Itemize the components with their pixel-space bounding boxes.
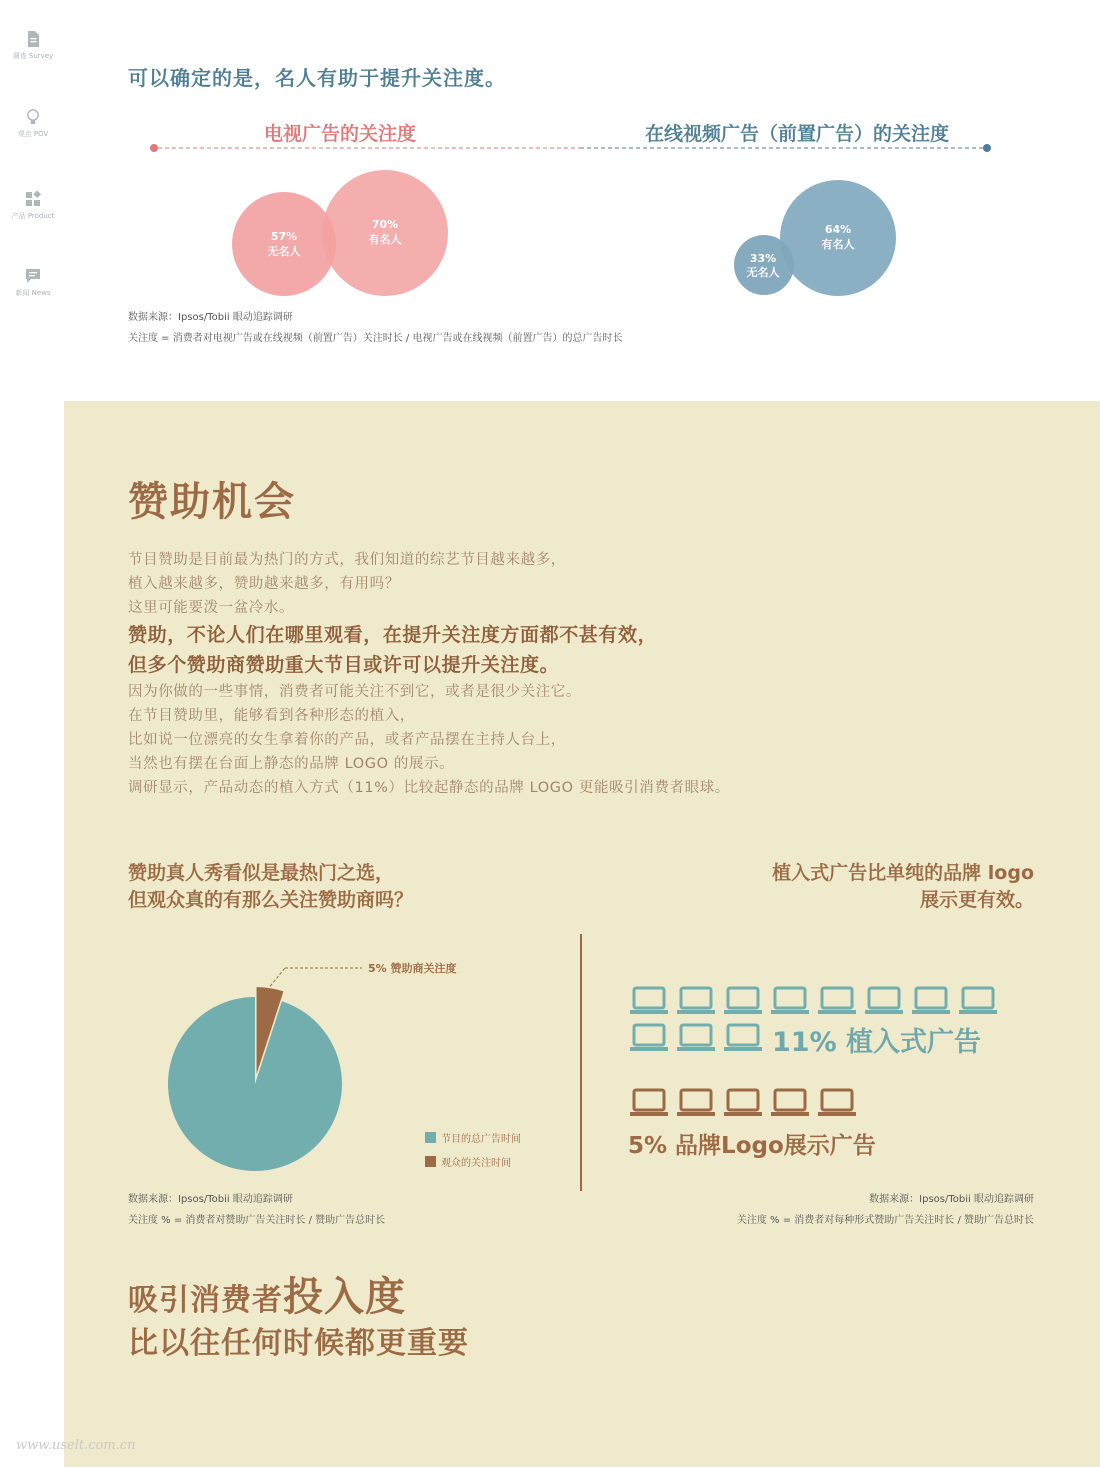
pie-slice-total bbox=[168, 997, 342, 1171]
question-right-line: 植入式广告比单纯的品牌 logo bbox=[772, 862, 1034, 884]
data-label: 有名人 bbox=[368, 233, 402, 246]
laptop-icon bbox=[724, 1025, 762, 1051]
data-label: 有名人 bbox=[821, 238, 855, 251]
data-label: 33% bbox=[749, 252, 777, 265]
data-label: 64% bbox=[824, 223, 852, 236]
divider-dot-right bbox=[983, 144, 991, 152]
online-chart-title: 在线视频广告（前置广告）的关注度 bbox=[644, 123, 950, 145]
lightbulb-icon bbox=[24, 108, 42, 126]
laptop-icon bbox=[724, 988, 762, 1014]
legend-label: 节目的总广告时间 bbox=[441, 1134, 521, 1145]
chat-icon bbox=[24, 267, 42, 285]
question-left-line: 但观众真的有那么关注赞助商吗？ bbox=[128, 889, 414, 911]
para-bold-line: 赞助，不论人们在哪里观看，在提升关注度方面都不甚有效， bbox=[128, 624, 658, 646]
para-line: 在节目赞助里，能够看到各种形态的植入， bbox=[128, 708, 415, 724]
laptop-icon bbox=[677, 1025, 715, 1051]
closing-subline: 比以往任何时候都更重要 bbox=[128, 1326, 469, 1361]
nav-item-product[interactable] bbox=[0, 190, 66, 221]
vertical-divider bbox=[580, 934, 582, 1191]
question-left bbox=[128, 860, 413, 914]
stat-logo-display: 5% 品牌Logo展示广告 bbox=[628, 1133, 876, 1159]
picto-note: 关注度 % = 消费者对每种形式赞助广告关注时长 / 赞助广告总时长 bbox=[736, 1215, 1034, 1226]
pie-source: 数据来源：Ipsos/Tobii 眼动追踪调研 bbox=[128, 1194, 293, 1205]
picto-source: 数据来源：Ipsos/Tobii 眼动追踪调研 bbox=[869, 1194, 1034, 1205]
nav-item-survey[interactable] bbox=[0, 30, 66, 61]
pie-leader-line bbox=[270, 968, 285, 986]
laptop-icon bbox=[630, 988, 668, 1014]
divider-dot-left bbox=[150, 144, 158, 152]
closing-emphasis: 投入度 bbox=[283, 1274, 406, 1320]
pie-annotation: 5% 赞助商关注度 bbox=[368, 962, 457, 975]
laptop-icon bbox=[959, 988, 997, 1014]
page-title: 可以确定的是，名人有助于提升关注度。 bbox=[128, 66, 506, 90]
section-title: 赞助机会 bbox=[128, 479, 296, 525]
data-label: 无名人 bbox=[267, 245, 301, 258]
legend-swatch bbox=[425, 1132, 436, 1143]
document-icon bbox=[24, 30, 42, 48]
nav-label: 新闻 News bbox=[15, 289, 51, 297]
top-note: 关注度 = 消费者对电视广告或在线视频（前置广告）关注时长 / 电视广告或在线视频（前置广告）的总广告时长 bbox=[128, 333, 623, 344]
laptop-icon bbox=[771, 988, 809, 1014]
laptop-icon bbox=[865, 988, 903, 1014]
laptop-icon bbox=[630, 1025, 668, 1051]
closing-headline bbox=[128, 1265, 406, 1322]
legend-item bbox=[425, 1154, 521, 1169]
question-left-line: 赞助真人秀看似是最热门之选， bbox=[128, 862, 395, 884]
pie-legend bbox=[425, 1130, 521, 1178]
celebrity-bubble-charts bbox=[140, 110, 1010, 310]
question-right-line: 展示更有效。 bbox=[919, 889, 1034, 911]
data-label: 70% bbox=[371, 218, 399, 231]
laptop-icon bbox=[912, 988, 950, 1014]
laptop-icon bbox=[771, 1090, 809, 1116]
sponsor-paragraph bbox=[128, 548, 848, 800]
legend-item bbox=[425, 1130, 521, 1145]
bubble-tv-no-celebrity bbox=[232, 192, 336, 296]
para-line: 比如说一位漂亮的女生拿着你的产品，或者产品摆在主持人台上， bbox=[128, 732, 566, 748]
tv-chart-title: 电视广告的关注度 bbox=[263, 123, 417, 145]
pie-note: 关注度 % = 消费者对赞助广告关注时长 / 赞助广告总时长 bbox=[128, 1215, 386, 1226]
data-label: 无名人 bbox=[746, 266, 780, 279]
closing-prefix: 吸引消费者 bbox=[128, 1283, 283, 1318]
laptop-icon bbox=[818, 988, 856, 1014]
nav-label: 产品 Product bbox=[11, 212, 55, 220]
laptop-icon bbox=[724, 1090, 762, 1116]
para-line: 植入越来越多，赞助越来越多，有用吗？ bbox=[128, 576, 400, 592]
para-bold-line: 但多个赞助商赞助重大节目或许可以提升关注度。 bbox=[128, 654, 560, 676]
top-source: 数据来源：Ipsos/Tobii 眼动追踪调研 bbox=[128, 312, 293, 323]
laptop-icon bbox=[818, 1090, 856, 1116]
para-line: 这里可能要泼一盆冷水。 bbox=[128, 600, 295, 616]
legend-swatch bbox=[425, 1156, 436, 1167]
legend-label: 观众的关注时间 bbox=[441, 1158, 511, 1169]
para-line: 调研显示，产品动态的植入方式（11%）比较起静态的品牌 LOGO 更能吸引消费者眼球。 bbox=[128, 780, 730, 796]
data-label: 57% bbox=[270, 230, 298, 243]
grid-icon bbox=[24, 190, 42, 208]
nav-item-pov[interactable] bbox=[0, 108, 66, 139]
question-right bbox=[772, 860, 1034, 914]
para-line: 节目赞助是目前最为热门的方式，我们知道的综艺节目越来越多， bbox=[128, 552, 566, 568]
watermark: www.uselt.com.cn bbox=[16, 1438, 136, 1453]
stat-product-placement: 11% 植入式广告 bbox=[772, 1027, 982, 1058]
nav-label: 观点 POV bbox=[17, 130, 49, 138]
para-line: 因为你做的一些事情，消费者可能关注不到它，或者是很少关注它。 bbox=[128, 684, 581, 700]
nav-item-news[interactable] bbox=[0, 267, 66, 298]
nav-label: 调查 Survey bbox=[12, 52, 54, 60]
para-line: 当然也有摆在台面上静态的品牌 LOGO 的展示。 bbox=[128, 756, 455, 772]
laptop-icon bbox=[677, 1090, 715, 1116]
laptop-icon bbox=[630, 1090, 668, 1116]
laptop-icon bbox=[677, 988, 715, 1014]
